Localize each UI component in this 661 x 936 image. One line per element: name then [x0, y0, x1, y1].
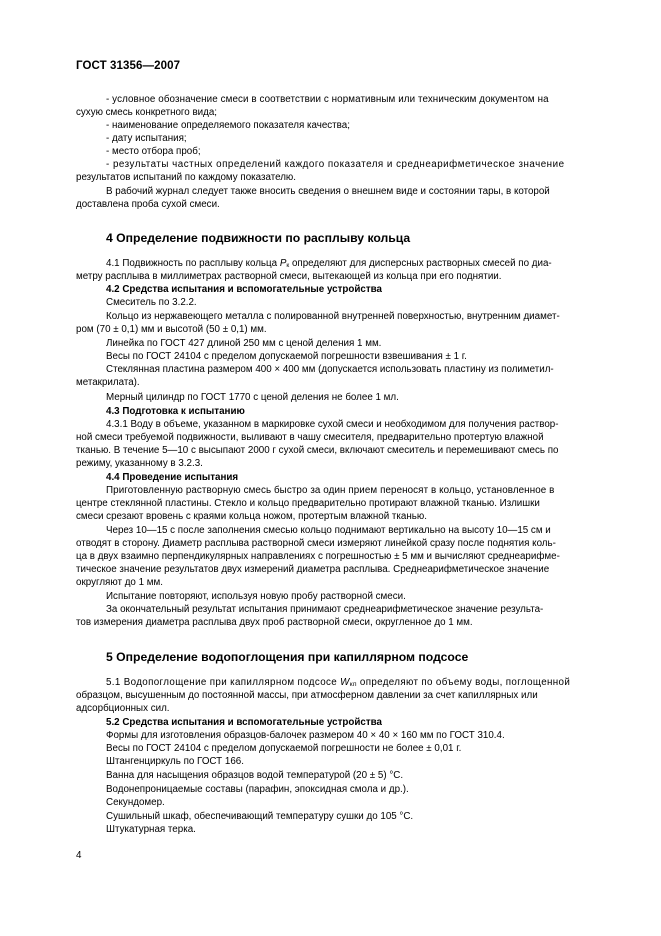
- symbol-subscript: кп: [349, 681, 357, 688]
- symbol: P: [279, 258, 287, 269]
- text-line: Кольцо из нержавеющего металла с полированной внутренней поверхностью, внутренним диамет-: [106, 311, 560, 322]
- text-span: 4.1 Подвижность по расплыву кольца: [106, 258, 278, 269]
- text-line: В рабочий журнал следует также вносить сведения о внешнем виде и состоянии тары, в которой: [106, 186, 550, 197]
- text-line: сухую смесь конкретного вида;: [76, 107, 218, 118]
- text-line: отводят в сторону. Диаметр расплыва растворной смеси измеряют линейкой сразу после поднятия коль-: [76, 538, 556, 549]
- text-line: режиму, указанному в 3.2.3.: [76, 458, 203, 469]
- text-line: образцом, высушенным до постоянной массы, при атмосферном давлении за счет капиллярных или: [76, 690, 538, 701]
- text-line: - результаты частных определений каждого показателя и среднеарифметическое значение: [106, 159, 565, 170]
- text-span: определяют для дисперсных растворных смесей по диа-: [291, 258, 552, 269]
- text-line: - место отбора проб;: [106, 146, 201, 157]
- text-span: 5.1 Водопоглощение при капиллярном подсосе: [106, 677, 338, 688]
- text-line: Секундомер.: [106, 797, 165, 808]
- text-line: Штукатурная терка.: [106, 824, 196, 835]
- text-line: тканью. В течение 5—10 с высыпают 2000 г сухой смеси, включают смеситель и перемешивают смесь по: [76, 445, 559, 456]
- text-line: Формы для изготовления образцов-балочек размером 40 × 40 × 160 мм по ГОСТ 310.4.: [106, 730, 505, 741]
- text-line: адсорбционных сил.: [76, 703, 170, 714]
- text-line: тическое значение результатов двух измерений диаметра расплыва. Среднеарифметическое значение: [76, 564, 550, 575]
- text-line: Смеситель по 3.2.2.: [106, 297, 197, 308]
- text-line: смеси срезают вровень с краями кольца ножом, протертым влажной тканью.: [76, 511, 427, 522]
- text-span: определяют по объему воды, поглощенной: [359, 677, 571, 688]
- text-line: Испытание повторяют, используя новую пробу растворной смеси.: [106, 591, 406, 602]
- text-line: 4.3.1 Воду в объеме, указанном в маркировке сухой смеси и необходимом для получения раствор-: [106, 419, 559, 430]
- text-line: Сушильный шкаф, обеспечивающий температуру сушки до 105 °С.: [106, 811, 414, 822]
- text-line: ной смеси требуемой подвижности, выливают в чашу смесителя, предварительно протертую влажной: [76, 432, 544, 443]
- text-line: Мерный цилиндр по ГОСТ 1770 с ценой деления не более 1 мл.: [106, 392, 399, 403]
- text-line: тов измерения диаметра расплыва двух проб растворной смеси, округленное до 1 мм.: [76, 617, 473, 628]
- text-line: [106, 677, 570, 689]
- symbol: W: [340, 677, 350, 688]
- text-line: [106, 258, 552, 270]
- text-line: доставлена проба сухой смеси.: [76, 199, 220, 210]
- text-line: результатов испытаний по каждому показателю.: [76, 172, 296, 183]
- text-line: Стеклянная пластина размером 400 × 400 мм (допускается использовать пластину из полиметил-: [106, 364, 554, 375]
- text-line: За окончательный результат испытания принимают среднеарифметическое значение результа-: [106, 604, 544, 615]
- text-line: ца в двух взаимно перпендикулярных направлениях с погрешностью ± 5 мм и вычисляют среднеарифме-: [76, 551, 560, 562]
- text-line: - дату испытания;: [106, 133, 187, 144]
- text-line: - условное обозначение смеси в соответствии с нормативным или техническим документом на: [106, 94, 549, 105]
- section-heading: 5 Определение водопоглощения при капиллярном подсосе: [106, 650, 469, 664]
- text-line: Приготовленную растворную смесь быстро за один прием переносят в кольцо, установленное в: [106, 485, 555, 496]
- subsection-heading: 5.2 Средства испытания и вспомогательные устройства: [106, 717, 382, 728]
- section-heading: 4 Определение подвижности по расплыву кольца: [106, 231, 411, 245]
- text-line: Линейка по ГОСТ 427 длиной 250 мм с ценой деления 1 мм.: [106, 338, 382, 349]
- page-header: ГОСТ 31356—2007: [76, 60, 181, 72]
- text-line: метакрилата).: [76, 377, 140, 388]
- text-line: Через 10—15 с после заполнения смесью кольцо поднимают вертикально на высоту 10—15 см и: [106, 525, 551, 536]
- text-line: Штангенциркуль по ГОСТ 166.: [106, 756, 244, 767]
- subsection-heading: 4.4 Проведение испытания: [106, 472, 239, 483]
- subsection-heading: 4.2 Средства испытания и вспомогательные устройства: [106, 284, 382, 295]
- subsection-heading: 4.3 Подготовка к испытанию: [106, 406, 245, 417]
- page-number: 4: [76, 850, 82, 861]
- text-line: округляют до 1 мм.: [76, 577, 163, 588]
- text-line: Ванна для насыщения образцов водой температурой (20 ± 5) °С.: [106, 770, 404, 781]
- text-line: ром (70 ± 0,1) мм и высотой (50 ± 0,1) мм.: [76, 324, 267, 335]
- text-line: Водонепроницаемые составы (парафин, эпоксидная смола и др.).: [106, 784, 409, 795]
- text-line: Весы по ГОСТ 24104 с пределом допускаемой погрешности не более ± 0,01 г.: [106, 743, 462, 754]
- text-line: - наименование определяемого показателя качества;: [106, 120, 350, 131]
- symbol-subscript: к: [286, 262, 290, 269]
- text-line: метру расплыва в миллиметрах растворной смеси, вытекающей из кольца при его поднятии.: [76, 271, 502, 282]
- text-line: центре стеклянной пластины. Стекло и кольцо предварительно протирают влажной тканью. Излишки: [76, 498, 540, 509]
- text-line: Весы по ГОСТ 24104 с пределом допускаемой погрешности взвешивания ± 1 г.: [106, 351, 467, 362]
